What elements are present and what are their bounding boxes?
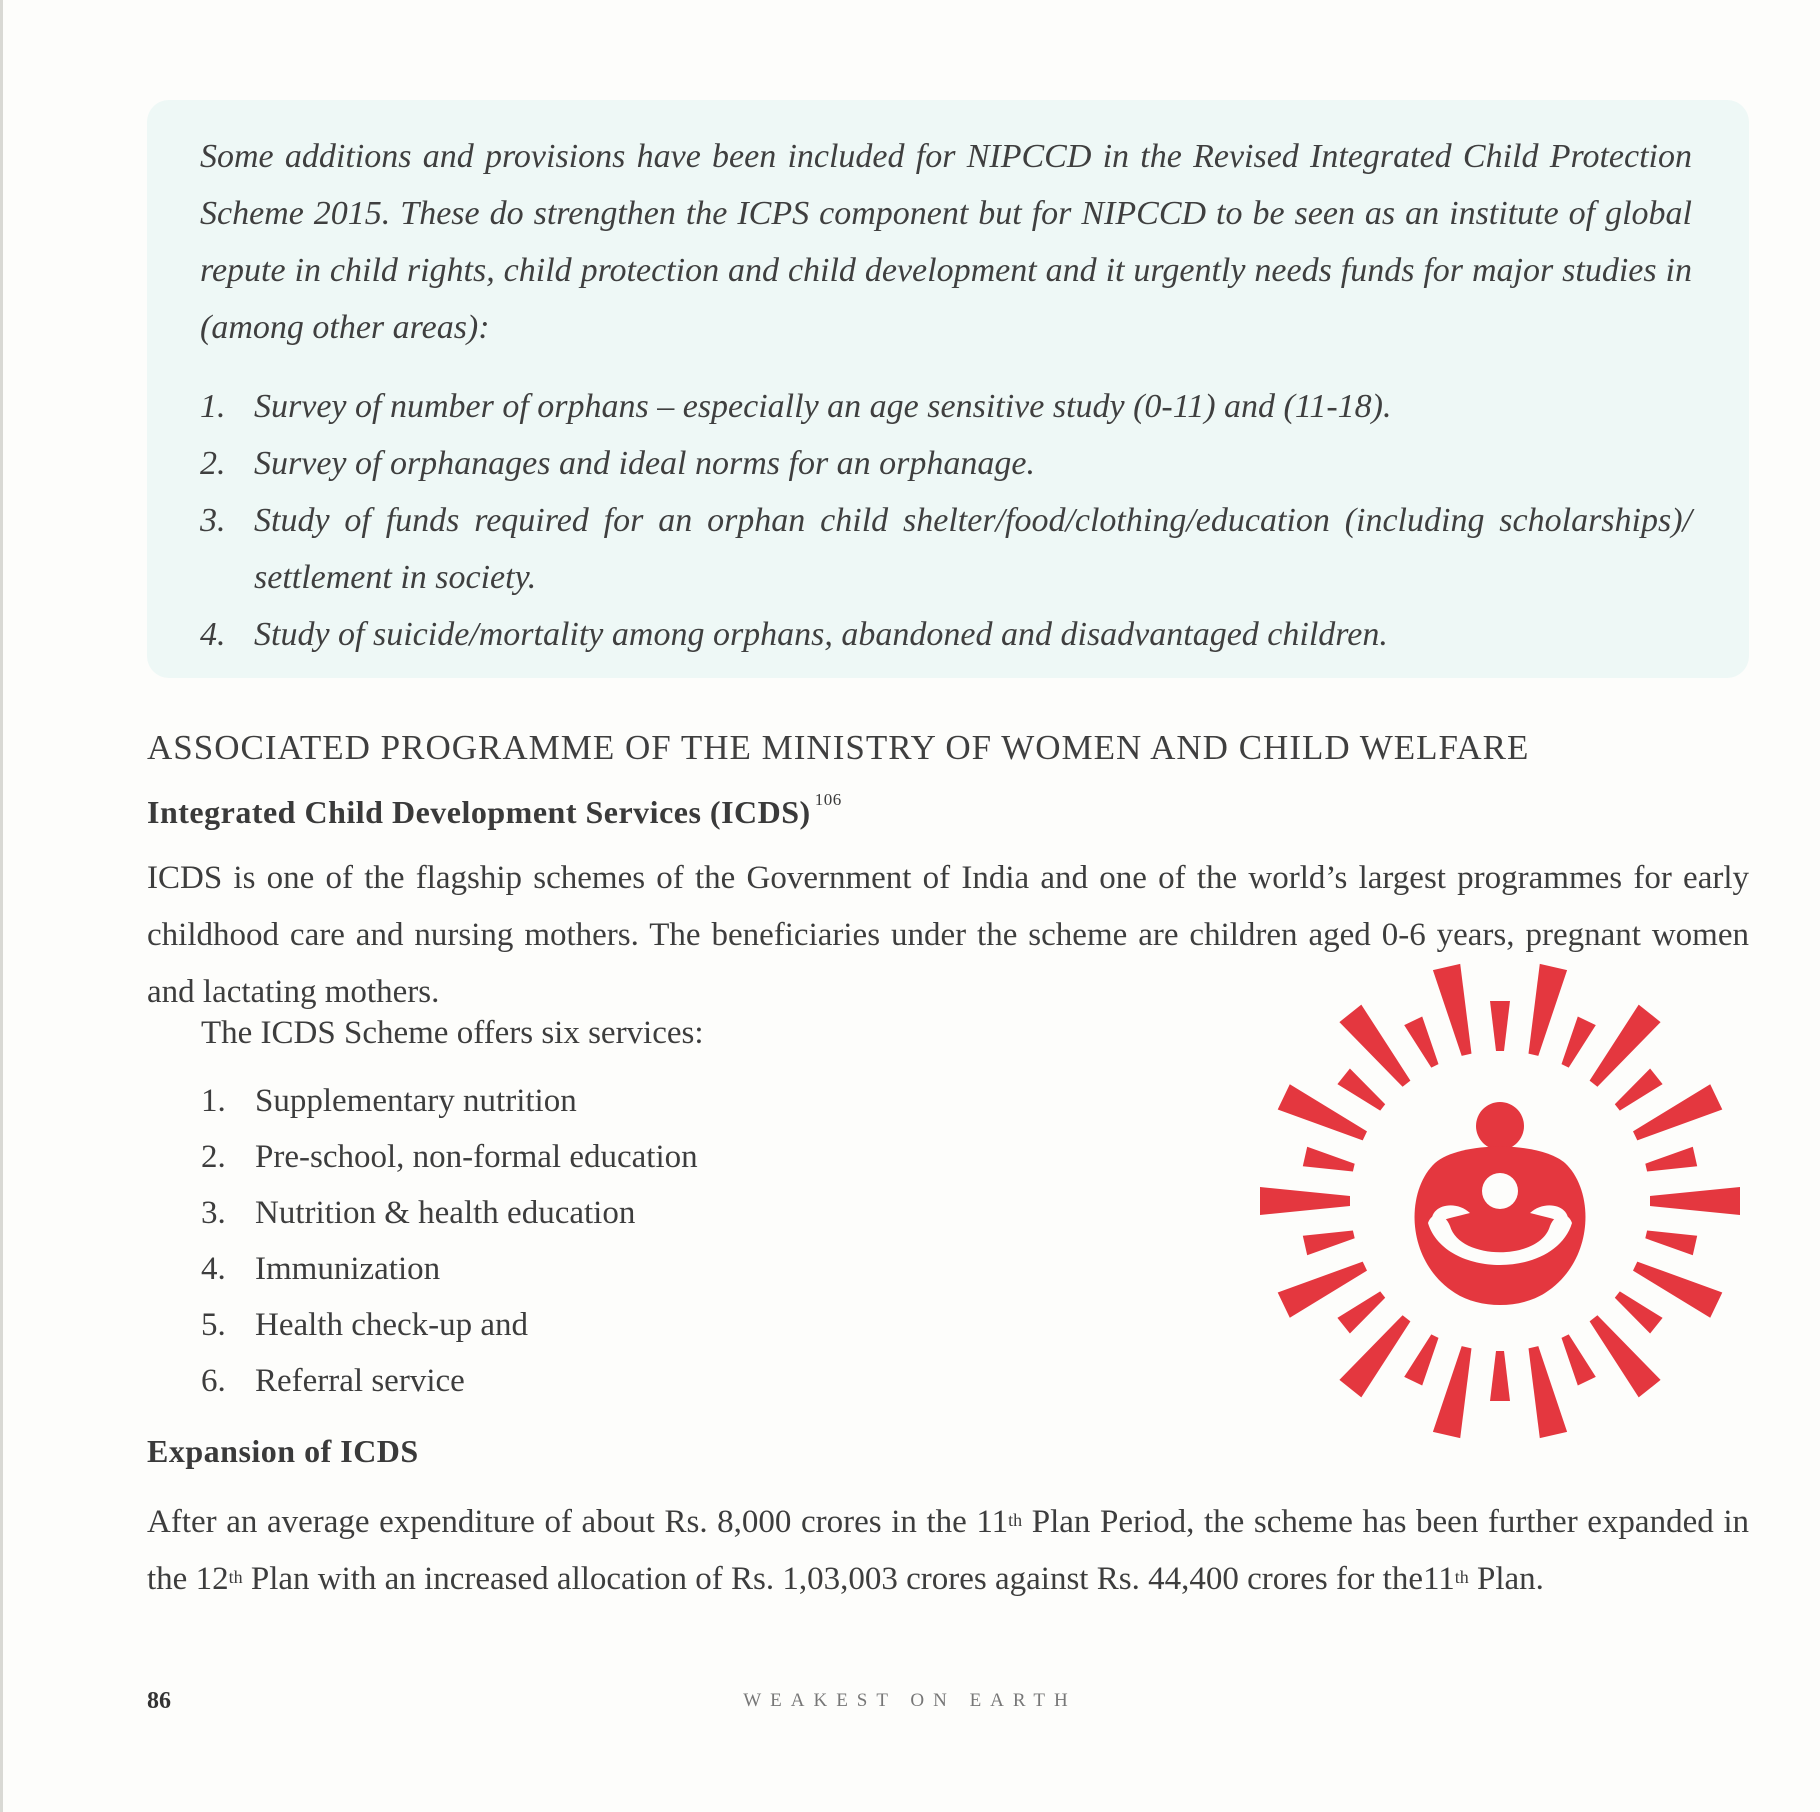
running-title: WEAKEST ON EARTH	[743, 1690, 1077, 1711]
logo-ray	[1490, 1351, 1510, 1401]
logo-ray	[1562, 1017, 1596, 1068]
logo-ray	[1615, 1291, 1663, 1333]
logo-ray	[1562, 1334, 1596, 1385]
logo-ray	[1645, 1231, 1697, 1256]
logo-ray	[1303, 1231, 1355, 1256]
logo-ray	[1404, 1017, 1438, 1068]
mother-child-emblem	[1415, 1102, 1586, 1305]
page-edge	[0, 0, 3, 1812]
logo-ray	[1490, 1001, 1510, 1051]
logo-ray	[1260, 1187, 1350, 1215]
services-list	[201, 1073, 698, 1409]
list-item: 5. Health check-up and	[201, 1307, 529, 1343]
list-item: 1. Survey of number of orphans – especially an age sensitive study (0-11) and (11-18).	[200, 388, 1392, 425]
icds-paragraph: ICDS is one of the flagship schemes of the Government of India and one of the world’s largest programmes for early childhood care and nursing mothers. The beneficiaries under the scheme are children aged 0-6 years, pregnant women and lactating mothers.	[147, 860, 1749, 1010]
list-item: 2. Pre-school, non-formal education	[201, 1139, 698, 1175]
list-item: 3. Study of funds required for an orphan child shelter/food/clothing/education (including scholarships)/ settlement in society.	[200, 502, 1692, 596]
logo-ray	[1337, 1291, 1385, 1333]
logo-ray	[1650, 1187, 1740, 1215]
list-item: 3. Nutrition & health education	[201, 1195, 636, 1231]
logo-ray	[1404, 1334, 1438, 1385]
expansion-paragraph: After an average expenditure of about Rs. 8,000 crores in the 11th Plan Period, the scheme has been further expanded in the 12th Plan with an increased allocation of Rs. 1,03,003 crores against Rs. 44,400 crores for the11th Plan.	[147, 1504, 1749, 1597]
list-item: 4. Immunization	[201, 1251, 441, 1287]
page-number: 86	[147, 1688, 171, 1714]
callout-intro: Some additions and provisions have been included for NIPCCD in the Revised Integrated Child Protection Scheme 2015. These do strengthen the ICPS component but for NIPCCD to be seen as an institute of global repute in child rights, child protection and child development and it urgently needs funds for major studies in (among other areas):	[200, 138, 1692, 346]
logo-ray	[1337, 1069, 1385, 1111]
logo-ray	[1433, 964, 1472, 1056]
logo-ray	[1529, 964, 1568, 1056]
list-item: 2. Survey of orphanages and ideal norms for an orphanage.	[200, 445, 1036, 482]
icds-subheading: Integrated Child Development Services (ICDS) $^{106}$	[147, 790, 842, 830]
services-intro: The ICDS Scheme offers six services:	[201, 1015, 704, 1051]
logo-ray	[1615, 1069, 1663, 1111]
footnote-ref: 106	[814, 790, 842, 809]
logo-ray	[1303, 1147, 1355, 1172]
list-item: 1. Supplementary nutrition	[201, 1083, 577, 1119]
logo-ray	[1645, 1147, 1697, 1172]
logo-ray	[1433, 1346, 1472, 1438]
logo-ray	[1529, 1346, 1568, 1438]
expansion-heading: Expansion of ICDS	[147, 1433, 419, 1469]
list-item: 4. Study of suicide/mortality among orphans, abandoned and disadvantaged children.	[200, 616, 1388, 653]
callout-list	[200, 378, 1692, 663]
section-heading: ASSOCIATED PROGRAMME OF THE MINISTRY OF WOMEN AND CHILD WELFARE	[147, 728, 1530, 767]
list-item: 6. Referral service	[201, 1363, 465, 1399]
icds-logo-icon	[1250, 963, 1750, 1439]
